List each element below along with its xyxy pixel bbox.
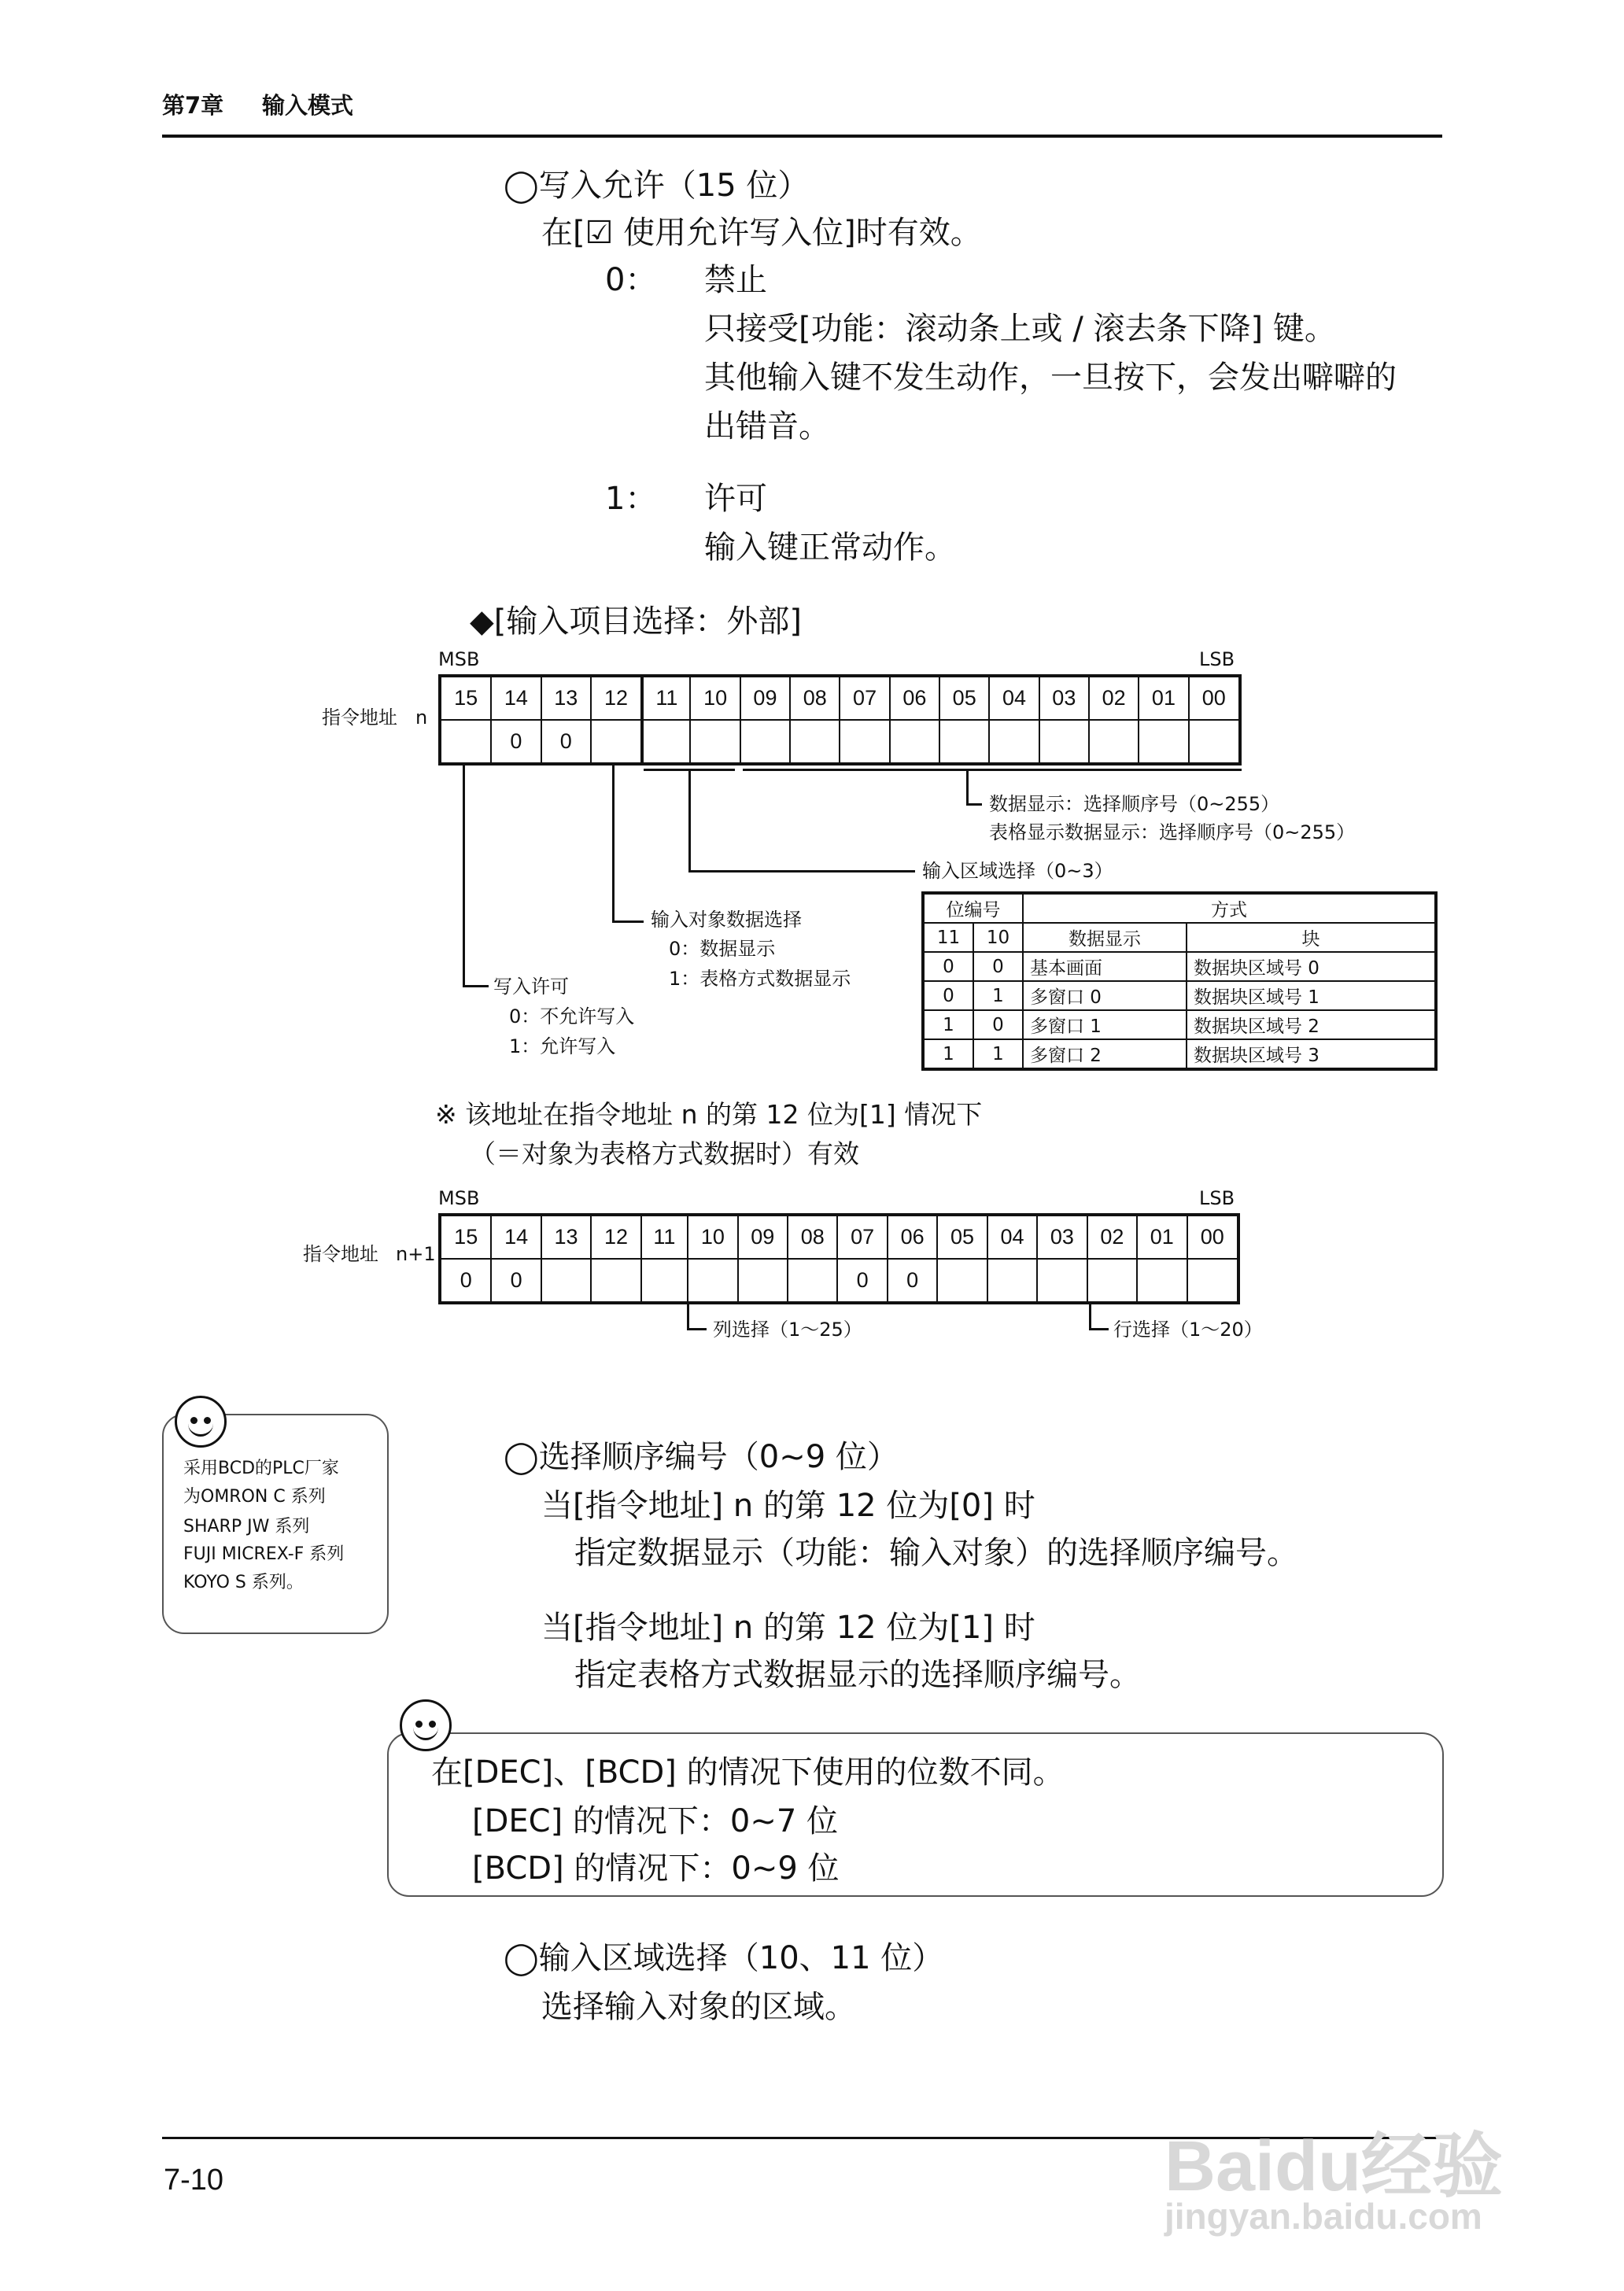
- msb-label: MSB: [438, 1187, 480, 1209]
- bit-value: [790, 720, 840, 764]
- bit-number: 15: [440, 676, 491, 720]
- bit-number: 09: [740, 676, 790, 720]
- write-title: 写入许可: [493, 976, 569, 998]
- bit-value: [1187, 1259, 1238, 1303]
- bit-value: [987, 1259, 1037, 1303]
- leader-line: [966, 770, 969, 805]
- bit-value: [688, 1259, 737, 1303]
- bit-number: 11: [642, 676, 690, 720]
- area-mode-table: [921, 891, 1438, 1071]
- bit-value: [690, 720, 740, 764]
- cell: 数据块区域号 0: [1187, 952, 1436, 981]
- tip-line: [DEC] 的情况下：0~7 位: [472, 1803, 839, 1839]
- bit-number: 08: [788, 1215, 837, 1259]
- seq-line: 指定数据显示（功能：输入对象）的选择顺序编号。: [574, 1535, 1298, 1571]
- bit-table-n1: [438, 1213, 1240, 1304]
- bit-number: 01: [1137, 1215, 1187, 1259]
- bit-value: 0: [491, 720, 541, 764]
- bit-value: [591, 720, 642, 764]
- cell: 0: [973, 952, 1023, 981]
- v0-line: 只接受[功能：滚动条上或 / 滚去条下降] 键。: [704, 311, 1336, 347]
- address-n1: n+1: [396, 1243, 436, 1265]
- seq-label-2: 表格显示数据显示：选择顺序号（0~255）: [989, 821, 1356, 843]
- bit-value: 0: [541, 720, 591, 764]
- bit-value: [1087, 1259, 1137, 1303]
- write-v0: 0：不允许写入: [509, 1005, 635, 1027]
- table-row: [923, 1010, 1436, 1039]
- bit-number: 04: [987, 1215, 1037, 1259]
- leader-line: [966, 803, 982, 806]
- bit-value: [541, 1259, 591, 1303]
- bracket-line: [743, 769, 1242, 771]
- bit-number: 00: [1189, 676, 1240, 720]
- bit-value: [890, 720, 939, 764]
- seq-line: 当[指令地址] n 的第 12 位为[0] 时: [541, 1488, 1035, 1524]
- th-bit: 位编号: [923, 893, 1023, 923]
- bit-number: 11: [641, 1215, 688, 1259]
- bit-number: 02: [1089, 676, 1139, 720]
- page-number: 7-10: [164, 2164, 224, 2197]
- bit-value: [591, 1259, 640, 1303]
- bit-number: 12: [591, 676, 642, 720]
- leader-line: [688, 770, 691, 872]
- bit-number: 00: [1187, 1215, 1238, 1259]
- cell: 数据块区域号 1: [1187, 981, 1436, 1010]
- watermark-brand: Baidu经验: [1164, 2127, 1504, 2206]
- bit-value: [642, 720, 690, 764]
- bit-number: 04: [989, 676, 1039, 720]
- address-n: n: [415, 706, 428, 729]
- bit-value: [989, 720, 1039, 764]
- leader-line: [463, 766, 465, 987]
- bit-number-row: [440, 676, 1240, 720]
- th-block: 块: [1187, 923, 1436, 952]
- leader-line: [1089, 1304, 1091, 1330]
- v1-title: 许可: [704, 481, 767, 517]
- side-note-line: FUJI MICREX-F 系列: [183, 1544, 345, 1564]
- leader-line: [688, 870, 915, 872]
- leader-line: [463, 985, 489, 987]
- leader-line: [1089, 1328, 1109, 1330]
- cell: 0: [973, 1010, 1023, 1039]
- v1-line: 输入键正常动作。: [704, 529, 956, 566]
- th-data: 数据显示: [1023, 923, 1187, 952]
- cell: 1: [923, 1010, 973, 1039]
- bit-number: 14: [491, 1215, 541, 1259]
- bit-number: 12: [591, 1215, 640, 1259]
- note-line-2: （＝对象为表格方式数据时）有效: [470, 1138, 859, 1169]
- bit-value-row: [440, 720, 1240, 764]
- bit-number: 09: [738, 1215, 788, 1259]
- tip-line: 在[DEC]、[BCD] 的情况下使用的位数不同。: [431, 1754, 1065, 1791]
- leader-line: [687, 1304, 689, 1330]
- section-title: ◆[输入项目选择：外部]: [470, 603, 802, 640]
- seq-line: 当[指令地址] n 的第 12 位为[1] 时: [541, 1610, 1035, 1646]
- cell: 数据块区域号 3: [1187, 1039, 1436, 1069]
- header-rule: [162, 135, 1442, 138]
- seq-title: ◯选择顺序编号（0~9 位）: [504, 1439, 899, 1475]
- th-mode: 方式: [1023, 893, 1436, 923]
- bit-number: 05: [939, 676, 989, 720]
- bit-value: [1189, 720, 1240, 764]
- cell: 多窗口 1: [1023, 1010, 1187, 1039]
- leader-line: [612, 920, 644, 923]
- bit-number: 03: [1039, 676, 1089, 720]
- smiley-icon: [400, 1699, 452, 1751]
- target-v0: 0：数据显示: [669, 938, 776, 960]
- bit-value: [641, 1259, 688, 1303]
- tip-line: [BCD] 的情况下：0~9 位: [472, 1850, 840, 1887]
- write-permit-cond: 在[☑ 使用允许写入位]时有效。: [541, 215, 982, 251]
- bit-number: 05: [937, 1215, 987, 1259]
- side-note-line: KOYO S 系列。: [183, 1573, 304, 1592]
- area-label: 输入区域选择（0~3）: [922, 860, 1113, 882]
- cell: 多窗口 0: [1023, 981, 1187, 1010]
- watermark-url: jingyan.baidu.com: [1164, 2196, 1482, 2237]
- table-row: [923, 1039, 1436, 1069]
- side-note-line: SHARP JW 系列: [183, 1517, 310, 1537]
- bit-value-row: [440, 1259, 1238, 1303]
- target-v1: 1：表格方式数据显示: [669, 968, 851, 990]
- bit-number: 07: [837, 1215, 887, 1259]
- seq-line: 指定表格方式数据显示的选择顺序编号。: [574, 1657, 1141, 1693]
- bit-value: [840, 720, 889, 764]
- bit-value: [738, 1259, 788, 1303]
- bit-number: 08: [790, 676, 840, 720]
- bit-value: [1037, 1259, 1087, 1303]
- cell: 1: [973, 981, 1023, 1010]
- bit-number-row: [440, 1215, 1238, 1259]
- cell: 1: [973, 1039, 1023, 1069]
- bit-value: 0: [491, 1259, 541, 1303]
- bit-number: 06: [890, 676, 939, 720]
- write-permit-title: ◯写入允许（15 位）: [504, 168, 810, 204]
- bit-value: [1137, 1259, 1187, 1303]
- cell: 0: [923, 981, 973, 1010]
- row-select-label: 行选择（1～20）: [1113, 1319, 1263, 1341]
- bit-number: 01: [1139, 676, 1188, 720]
- bit-value: [740, 720, 790, 764]
- area-line: 选择输入对象的区域。: [541, 1989, 856, 2025]
- bit-value: [1139, 720, 1188, 764]
- cell: 1: [923, 1039, 973, 1069]
- v0-title: 禁止: [704, 262, 767, 298]
- v1-key: 1：: [605, 481, 657, 517]
- area-title: ◯输入区域选择（10、11 位）: [504, 1940, 944, 1976]
- bit-value: 0: [837, 1259, 887, 1303]
- bit-value: [939, 720, 989, 764]
- bit-number: 13: [541, 676, 591, 720]
- side-note-line: 为OMRON C 系列: [183, 1487, 326, 1507]
- chapter-title: 输入模式: [262, 92, 354, 119]
- bit-number: 07: [840, 676, 889, 720]
- bit-value: 0: [440, 1259, 491, 1303]
- address-label: 指令地址: [303, 1243, 378, 1265]
- lsb-label: LSB: [1199, 1187, 1235, 1209]
- table-row: [923, 981, 1436, 1010]
- bit-table-n: [438, 674, 1242, 766]
- bit-number: 03: [1037, 1215, 1087, 1259]
- bit-number: 15: [440, 1215, 491, 1259]
- write-v1: 1：允许写入: [509, 1035, 616, 1057]
- bit-value: [788, 1259, 837, 1303]
- cell: 数据块区域号 2: [1187, 1010, 1436, 1039]
- bit-value: [937, 1259, 987, 1303]
- msb-label: MSB: [438, 648, 480, 670]
- v0-line: 出错音。: [704, 408, 830, 445]
- bit-number: 14: [491, 676, 541, 720]
- side-note-line: 采用BCD的PLC厂家: [183, 1459, 339, 1478]
- bit-value: [1089, 720, 1139, 764]
- leader-line: [612, 766, 615, 923]
- th-b10: 10: [973, 923, 1023, 952]
- bit-value: [440, 720, 491, 764]
- table-row: [923, 952, 1436, 981]
- bit-number: 10: [688, 1215, 737, 1259]
- bit-value: 0: [888, 1259, 937, 1303]
- seq-label-1: 数据显示：选择顺序号（0~255）: [989, 793, 1280, 815]
- v0-key: 0：: [605, 262, 657, 298]
- smiley-icon: [175, 1396, 227, 1448]
- bit-number: 13: [541, 1215, 591, 1259]
- v0-line: 其他输入键不发生动作，一旦按下，会发出噼噼的: [704, 360, 1397, 396]
- bit-value: [1039, 720, 1089, 764]
- bit-number: 10: [690, 676, 740, 720]
- cell: 基本画面: [1023, 952, 1187, 981]
- bit-number: 06: [888, 1215, 937, 1259]
- lsb-label: LSB: [1199, 648, 1235, 670]
- address-label: 指令地址: [322, 706, 397, 729]
- cell: 多窗口 2: [1023, 1039, 1187, 1069]
- bit-number: 02: [1087, 1215, 1137, 1259]
- col-select-label: 列选择（1～25）: [713, 1319, 862, 1341]
- cell: 0: [923, 952, 973, 981]
- leader-line: [687, 1328, 707, 1330]
- chapter-number: 第7章: [162, 92, 224, 119]
- note-line-1: ※ 该地址在指令地址 n 的第 12 位为[1] 情况下: [435, 1099, 983, 1130]
- th-b11: 11: [923, 923, 973, 952]
- target-title: 输入对象数据选择: [651, 909, 802, 931]
